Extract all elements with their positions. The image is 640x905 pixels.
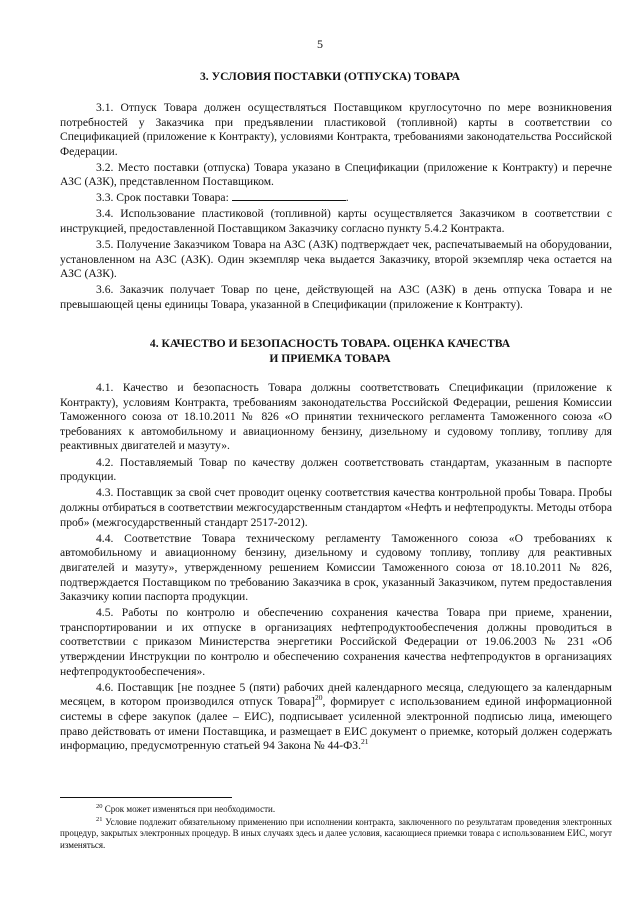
section-3-body <box>60 101 612 312</box>
clause-4-3: 4.3. Поставщик за свой счет проводит оценку соответствия качества контрольной пробы Товара. Пробы должны отбираться в соответствии межгосударственным стандартом «Нефть и нефтепродукты. Методы отбора проб» (межгосударственный стандарт 2517-2012). <box>60 486 612 529</box>
footnote-text: Условие подлежит обязательному применению при исполнении контракта, заключенного по результатам проведения электронных процедур, закрытых электронных процедур. В иных случаях здесь и далее условия, касающиеся приемки товара с использованием ЕИС, могут изменяться. <box>60 816 613 850</box>
clause-3-2: 3.2. Место поставки (отпуска) Товара указано в Спецификации (приложение к Контракту) и перечне АЗС (АЗК), представленном Поставщиком. <box>60 160 612 189</box>
clause-3-1: 3.1. Отпуск Товара должен осуществляться Поставщиком круглосуточно по мере возникновения потребностей у Заказчика при предъявлении пластиковой (топливной) карты в соответствии со Спецификацией (приложение к Контракту), условиями Контракта, требованиями законодательства Российской Федерации. <box>60 101 612 158</box>
clause-4-6 <box>60 681 612 754</box>
delivery-term-blank <box>232 191 346 201</box>
section-3-title: 3. УСЛОВИЯ ПОСТАВКИ (ОТПУСКА) ТОВАРА <box>200 70 460 83</box>
footnote-21 <box>60 817 612 852</box>
section-4-title-line-1: 4. КАЧЕСТВО И БЕЗОПАСНОСТЬ ТОВАРА. ОЦЕНКА КАЧЕСТВА <box>149 337 511 350</box>
clause-4-5: 4.5. Работы по контролю и обеспечению сохранения качества Товара при приеме, хранении, транспортировании и их отпуске в организациях нефтепродуктообеспечения должны проводиться в соответствии с приказом Министерства энергетики Российской Федерации от 19.06.2003 № 231 «Об утверждении Инструкции по контролю и обеспечению сохранения качества нефтепродуктов в организациях нефтепродуктообеспечения». <box>60 606 612 678</box>
footnote-divider <box>60 797 232 798</box>
footnote-20 <box>60 804 612 816</box>
footnote-ref-20[interactable]: 20 <box>314 693 323 703</box>
clause-3-5: 3.5. Получение Заказчиком Товара на АЗС (АЗК) подтверждает чек, распечатываемый на оборудовании, установленном на АЗС (АЗК). Один экземпляр чека выдается Заказчику, второй экземпляр чека остается на АЗС (АЗК). <box>60 237 612 281</box>
footnote-ref-21[interactable]: 21 <box>360 737 369 747</box>
section-4-title <box>60 337 600 366</box>
clause-4-6-part-2: , формирует с использованием единой информационной системы в сфере закупок (далее – ЕИС), подписывает усиленной электронной подписью лица, имеющего право действовать от имени Поставщика, и размещает в ЕИС документ о приемке, который должен содержать информацию, предусмотренную статьей 94 Закона № 44-ФЗ. <box>60 695 612 753</box>
clause-3-4: 3.4. Использование пластиковой (топливной) карты осуществляется Заказчиком в соответствии с инструкцией, предоставленной Поставщиком Заказчику согласно пункту 5.4.2 Контракта. <box>60 207 612 235</box>
clause-4-2: 4.2. Поставляемый Товар по качеству должен соответствовать стандартам, указанным в паспорте продукции. <box>60 455 612 484</box>
footnotes <box>60 804 612 851</box>
clause-3-3-end: . <box>345 191 349 205</box>
section-4-body <box>60 381 612 754</box>
footnote-number: 21 <box>96 815 103 823</box>
footnote-number: 20 <box>96 803 103 810</box>
clause-3-6: 3.6. Заказчик получает Товар по цене, действующей на АЗС (АЗК) в день отпуска Товара и не превышающей цены единицы Товара, указанной в Спецификации (приложение к Контракту). <box>60 283 612 311</box>
footnote-text: Срок может изменяться при необходимости. <box>104 804 276 814</box>
clause-3-3 <box>60 191 612 206</box>
section-4-title-line-2: И ПРИЕМКА ТОВАРА <box>269 351 391 365</box>
clause-3-3-label: 3.3. Срок поставки Товара: <box>96 191 229 205</box>
clause-4-1: 4.1. Качество и безопасность Товара должны соответствовать Спецификации (приложение к Контракту), условиям Контракта, требованиям законодательства Российской Федерации, решения Комиссии Таможенного союза от 18.10.2011 № 826 «О принятии технического регламента Таможенного союза «О требованиях к автомобильному и авиационному бензину, дизельному и судовому топливу, топливу для реактивных двигателей и мазуту». <box>60 381 612 453</box>
clause-4-4: 4.4. Соответствие Товара техническому регламенту Таможенного союза «О требованиях к автомобильному и авиационному бензину, дизельному и судовому топливу, топливу для реактивных двигателей и мазуту», утвержденному решением Комиссии Таможенного союза от 18.10.2011 № 826, подтверждается Поставщиком по требованию Заказчика в срок, указанный Заказчиком, путем предоставления Заказчику копии паспорта продукции. <box>60 531 612 604</box>
clause-4-6-part-1: 4.6. Поставщик [не позднее 5 (пяти) рабочих дней календарного месяца, следующего за календарным месяцем, в котором производился отпуск Товара] <box>60 680 612 709</box>
page-number: 5 <box>317 37 323 51</box>
